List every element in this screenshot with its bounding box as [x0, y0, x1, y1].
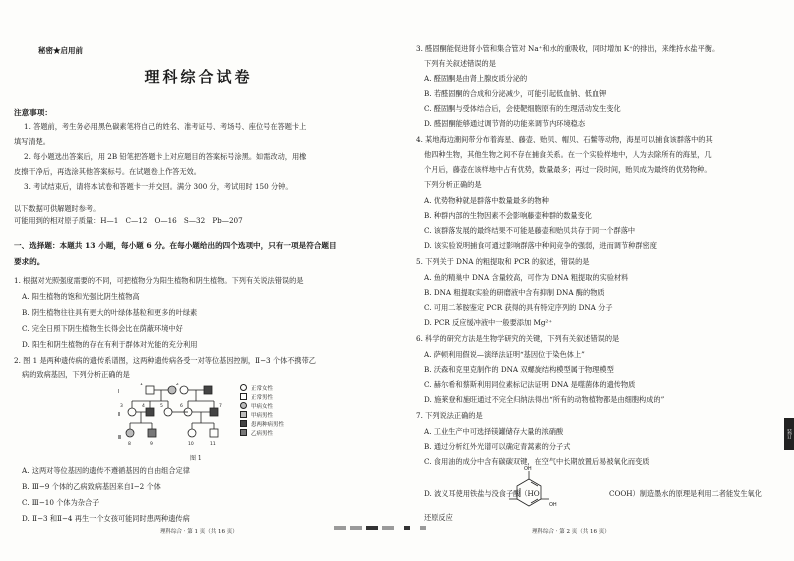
q4-option-b: B. 种群内部的生物因素不会影响藤壶种群的数量变化	[424, 211, 592, 220]
q7-option-b: B. 通过分析红外光谱可以确定青蒿素的分子式	[424, 442, 571, 451]
q2-option-c: C. Ⅲ−10 个体为杂合子	[22, 498, 100, 507]
q6-option-d: D. 施莱登和施旺通过不完全归纳法得出“所有的动物植物都是由细胞构成的”	[424, 395, 665, 404]
individual-9	[148, 429, 156, 437]
q6-stem: 6. 科学的研究方法是生物学研究的关键，下列有关叙述错误的是	[416, 334, 620, 343]
gallic-acid-structure	[497, 465, 561, 511]
q6-option-c: C. 赫尔希和蔡斯利用同位素标记法证明 DNA 是噬菌体的遗传物质	[424, 380, 636, 389]
individual-2	[168, 386, 176, 394]
q6-option-b: B. 沃森和克里克制作的 DNA 双螺旋结构模型属于物理模型	[424, 365, 614, 374]
individual-1	[146, 386, 154, 394]
note-line: 填写清楚。	[14, 137, 50, 146]
q1-option-b: B. 阴生植物往往具有更大的叶绿体基粒和更多的叶绿素	[22, 308, 198, 317]
q2-option-d: D. Ⅱ−3 和Ⅱ−4 再生一个女孩可能同时患两种遗传病	[22, 514, 190, 523]
section-heading-cont: 要求的。	[14, 257, 45, 266]
individual-number: 8	[128, 442, 131, 447]
individual-2b	[180, 386, 188, 394]
q6-option-a: A. 萨顿利用假说—演绎法证明“基因位于染色体上”	[424, 350, 585, 359]
legend-item: 正常男性	[251, 394, 274, 401]
q3-stem-cont: 下列有关叙述错误的是	[424, 59, 496, 68]
q5-option-b: B. DNA 粗提取实验的研磨液中含有抑制 DNA 酶的物质	[424, 288, 605, 297]
q7-option-d-cont: COOH）制造墨水的原理是利用二者能发生氧化	[609, 489, 762, 498]
individual-number: 11	[210, 442, 216, 447]
q3-option-d: D. 醛固酮能够通过调节肾的功能来调节内环境稳态	[424, 119, 586, 128]
page-footer: 理科综合 · 第 1 页（共 16 页）	[160, 529, 238, 535]
q1-stem: 1. 根据对光照强度需要的不同，可把植物分为阳生植物和阴生植物。下列有关说法错误的是	[14, 276, 304, 285]
secret-label: 秘密★启用前	[38, 46, 83, 55]
q1-option-c: C. 完全日照下阴生植物生长得会比在荫蔽环境中好	[22, 324, 183, 333]
q7-option-a: A. 工业生产中可选择镁罐储存大量的浓硝酸	[424, 427, 564, 436]
individual-number: 10	[188, 442, 194, 447]
individual-number: 1	[140, 383, 143, 387]
q7-option-d: D. 波义耳使用铁盐与没食子酸（HO	[424, 489, 540, 498]
section-heading: 一、选择题：本题共 13 小题，每小题 6 分。在每小题给出的四个选项中，只有一项是符合题目	[14, 241, 337, 250]
q5-option-a: A. 鱼的精巢中 DNA 含量较高，可作为 DNA 粗提取的实验材料	[424, 273, 629, 282]
page-footer: 理科综合 · 第 2 页（共 16 页）	[532, 529, 610, 535]
q1-option-a: A. 阳生植物的饱和光强比阴生植物高	[22, 292, 140, 301]
q4-option-a: A. 优势物种就是群落中数量最多的物种	[424, 196, 549, 205]
note-line: 3. 考试结束后，请将本试卷和答题卡一并交回。满分 300 分，考试用时 150 分钟。	[24, 182, 293, 191]
q7-stem: 7. 下列说法正确的是	[416, 411, 483, 420]
legend-item: 正常女性	[251, 385, 274, 392]
individual-number: 2	[176, 383, 179, 387]
q4-stem-cont: 下列分析正确的是	[424, 180, 482, 189]
individual-number: 7	[219, 404, 222, 409]
right-page	[397, 0, 794, 561]
q2-stem-cont: 病的致病基因，下列分析正确的是	[22, 370, 130, 379]
individual-5	[164, 408, 172, 416]
q4-stem-cont: 个月后，藤壶在该样地中占有优势，数量最多；再过一段时间，贻贝成为最终的优势物种。	[424, 165, 712, 174]
note-line: 皮擦干净后，再选涂其他答案标号。在试题卷上作答无效。	[14, 167, 201, 176]
exam-title: 理科综合试卷	[144, 68, 253, 86]
q1-option-d: D. 阳生和阴生植物的存在有利于群体对光能的充分利用	[22, 340, 198, 349]
q4-option-d: D. 该实验说明捕食可通过影响群落中种间竞争的强弱，进而调节种群密度	[424, 241, 657, 250]
q4-option-c: C. 该群落发展的最终结果不可能是藤壶和贻贝共存于同一个群落中	[424, 226, 636, 235]
pedigree-chart	[118, 383, 238, 455]
individual-number: 6	[180, 404, 183, 409]
figure-label: 图 1	[190, 455, 202, 462]
generation-label: Ⅲ	[118, 435, 122, 441]
individual-4	[146, 408, 154, 416]
legend-item: 乙病男性	[251, 430, 274, 437]
q4-stem: 4. 某地海边潮间带分布着海星、藤壶、贻贝、帽贝、石鳖等动物，海星可以捕食该群落中的其	[416, 135, 713, 144]
q2-stem: 2. 图 1 是两种遗传病的遗传系谱图，这两种遗传病各受一对等位基因控制，Ⅱ−3 个体不携带乙	[14, 356, 316, 365]
legend-item: 患两种病男性	[251, 421, 285, 428]
q3-option-c: C. 醛固酮与受体结合后，会使靶细胞原有的生理活动发生变化	[424, 104, 621, 113]
center-marker-dots	[340, 526, 426, 532]
generation-label: Ⅱ	[118, 412, 121, 418]
atomic-masses: 可能用到的相对原子质量：H—1 C—12 O—16 S—32 Pb—207	[14, 216, 243, 225]
q5-option-c: C. 可用二苯胺鉴定 PCR 获得的具有特定序列的 DNA 分子	[424, 303, 613, 312]
individual-8	[126, 429, 134, 437]
q7-option-c: C. 食用油的成分中含有碳碳双键，在空气中长期放置后易被氧化而变质	[424, 457, 650, 466]
individual-number: 3	[120, 404, 123, 409]
q5-option-d: D. PCR 反应缓冲液中一般要添加 Mg²⁺	[424, 318, 553, 327]
q2-option-b: B. Ⅲ−9 个体的乙病致病基因来自Ⅰ−2 个体	[22, 482, 161, 491]
note-line: 2. 每小题选出答案后，用 2B 铅笔把答题卡上对应题目的答案标号涂黑。如需改动，用橡	[24, 152, 307, 161]
q4-stem-cont: 他四种生物，其他生物之间不存在捕食关系。在一个实验样地中，人为去除所有的海星，几	[424, 150, 712, 159]
individual-7	[210, 408, 218, 416]
notes-title: 注意事项：	[14, 108, 52, 117]
q7-option-d-end: 还原反应	[424, 513, 453, 522]
individual-number: 5	[160, 404, 163, 409]
generation-label: Ⅰ	[118, 389, 120, 395]
binding-side-tab: 装订	[784, 418, 794, 450]
individual-10	[188, 429, 196, 437]
individual-3	[128, 408, 136, 416]
q2-option-a: A. 这两对等位基因的遗传不遵循基因的自由组合定律	[22, 466, 190, 475]
q5-stem: 5. 下列关于 DNA 的粗提取和 PCR 的叙述，错误的是	[416, 257, 590, 266]
data-intro: 以下数据可供解题时参考。	[14, 204, 101, 213]
oh-label: OH	[524, 466, 532, 472]
q3-option-a: A. 醛固酮是由肾上腺皮质分泌的	[424, 74, 528, 83]
individual-11	[210, 429, 218, 437]
individual-1b	[204, 386, 212, 394]
legend-item: 甲病女性	[251, 403, 274, 410]
individual-number: 4	[142, 404, 145, 409]
individual-number: 9	[150, 442, 153, 447]
note-line: 1. 答题前，考生务必用黑色碳素笔将自己的姓名、准考证号、考场号、座位号在答题卡上	[24, 122, 307, 131]
q3-option-b: B. 若醛固酮的合成和分泌减少，可能引起低血钠、低血钾	[424, 89, 607, 98]
legend-item: 甲病男性	[251, 412, 274, 419]
q3-stem: 3. 醛固酮能促进肾小管和集合管对 Na⁺和水的重吸收，同时增加 K⁺的排出，来维持水盐平衡。	[416, 44, 720, 53]
pedigree-legend	[240, 383, 284, 437]
oh-label: OH	[549, 502, 557, 508]
